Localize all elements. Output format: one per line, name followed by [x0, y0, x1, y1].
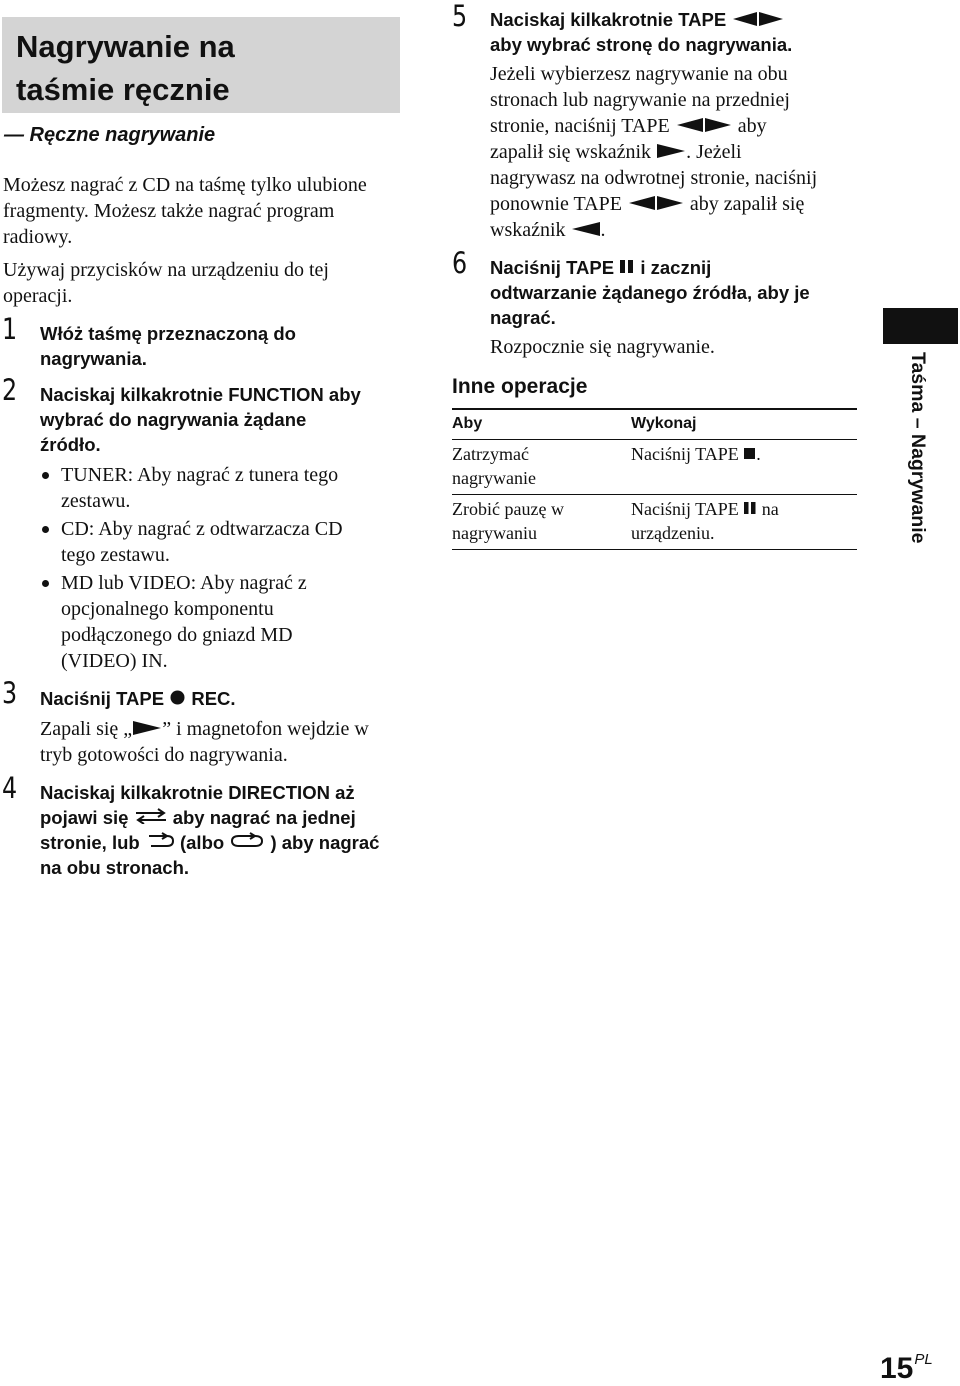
- list-item-text: opcjonalnego komponentu: [61, 598, 274, 620]
- step-number-3: 3: [2, 676, 18, 710]
- list-item-text: CD: Aby nagrać z odtwarzacza CD: [61, 518, 343, 540]
- step-number-6: 6: [452, 246, 468, 280]
- intro-line: operacji.: [3, 285, 73, 307]
- page-title-line-1: Nagrywanie na: [16, 29, 235, 64]
- relay-direction-icon: [229, 832, 265, 849]
- bullet-icon: [42, 472, 49, 479]
- step-text: zapalił się wskaźnik: [490, 141, 652, 163]
- step-heading-line: odtwarzanie żądanego źródła, aby je: [490, 282, 810, 303]
- stop-icon: [743, 447, 756, 460]
- intro-line: Możesz nagrać z CD na taśmę tylko ulubione: [3, 174, 367, 196]
- column-header-wykonaj: Wykonaj: [631, 409, 857, 440]
- reverse-indicator-icon: [571, 220, 601, 236]
- forward-indicator-icon: [656, 142, 686, 158]
- pause-icon: [743, 501, 757, 515]
- step-heading-text: pojawi się: [40, 807, 129, 828]
- step-text: aby zapalił się: [689, 193, 805, 215]
- step-number-4: 4: [2, 771, 18, 805]
- page-title: [16, 25, 235, 111]
- step-heading-text: REC.: [191, 688, 236, 709]
- table-header-row: [452, 409, 857, 440]
- table-cell: [452, 495, 631, 550]
- step-heading-text: ) aby nagrać: [270, 832, 380, 853]
- step-heading-line: źródło.: [40, 434, 101, 455]
- step-text: ” i magnetofon wejdzie w: [162, 718, 369, 740]
- page-language-suffix: PL: [914, 1351, 933, 1368]
- both-sides-direction-icon: [145, 832, 175, 849]
- step-text: Jeżeli wybierzesz nagrywanie na obu: [490, 63, 788, 85]
- other-operations-table: [452, 408, 857, 550]
- step-text: aby: [737, 115, 767, 137]
- step-text: . Jeżeli: [686, 141, 742, 163]
- step-heading-text: (albo: [179, 832, 225, 853]
- table-cell: [452, 440, 631, 495]
- step-heading-text: Naciśnij TAPE: [490, 257, 615, 278]
- step-text: .: [600, 219, 606, 241]
- step-3-heading: [40, 686, 236, 711]
- play-forward-icon: [132, 719, 162, 735]
- step-heading-line: wybrać do nagrywania żądane: [40, 409, 307, 430]
- cell-text: Zrobić pauzę w: [452, 499, 564, 519]
- step-heading-line: nagrać.: [490, 307, 556, 328]
- step-heading-line: Naciskaj kilkakrotnie FUNCTION aby: [40, 384, 361, 405]
- page-title-line-2: taśmie ręcznie: [16, 72, 230, 107]
- step-heading-line: Naciskaj kilkakrotnie DIRECTION aż: [40, 782, 355, 803]
- tape-direction-icon: [731, 10, 785, 26]
- intro-paragraph-1: [3, 172, 367, 250]
- step-4-heading: [40, 780, 379, 880]
- step-number-5: 5: [452, 0, 468, 33]
- one-side-direction-icon: [134, 808, 168, 824]
- list-item: [40, 570, 343, 674]
- title-box: [2, 17, 400, 113]
- page-number-value: 15: [880, 1352, 914, 1385]
- cell-text: .: [756, 444, 761, 464]
- step-5-heading: [490, 7, 792, 57]
- step-number-1: 1: [2, 312, 18, 346]
- step-6-text: Rozpocznie się nagrywanie.: [490, 336, 715, 358]
- list-item: [40, 516, 343, 568]
- step-2-heading: [40, 382, 361, 457]
- step-heading-text: Naciśnij TAPE: [40, 688, 165, 709]
- step-6-heading: [490, 255, 810, 330]
- cell-text: nagrywaniu: [452, 523, 537, 543]
- step-text: nagrywasz na odwrotnej stronie, naciśnij: [490, 167, 818, 189]
- table-cell: [631, 440, 857, 495]
- step-text: tryb gotowości do nagrywania.: [40, 744, 288, 766]
- step-text: ponownie TAPE: [490, 193, 622, 215]
- step-heading-line: Włóż taśmę przeznaczoną do: [40, 323, 296, 344]
- section-tab-marker: [883, 308, 958, 344]
- cell-text: nagrywanie: [452, 468, 536, 488]
- step-1-heading: [40, 321, 296, 371]
- page-number: [880, 1343, 933, 1386]
- list-item-text: podłączonego do gniazd MD: [61, 624, 293, 646]
- step-heading-text: Naciskaj kilkakrotnie TAPE: [490, 9, 727, 30]
- section-side-label: Taśma – Nagrywanie: [907, 352, 929, 544]
- step-heading-text: i zacznij: [640, 257, 712, 278]
- list-item: [40, 462, 343, 514]
- step-heading-line: na obu stronach.: [40, 857, 190, 878]
- cell-text: Naciśnij TAPE: [631, 499, 739, 519]
- bullet-icon: [42, 526, 49, 533]
- table-row: [452, 440, 857, 495]
- table-cell: [631, 495, 857, 550]
- tape-direction-icon: [675, 116, 733, 132]
- pause-icon: [619, 258, 635, 274]
- list-item-text: TUNER: Aby nagrać z tunera tego: [61, 464, 339, 486]
- cell-text: urządzeniu.: [631, 523, 715, 543]
- list-item-text: (VIDEO) IN.: [61, 650, 168, 672]
- subtitle: — Ręczne nagrywanie: [4, 124, 216, 146]
- step-heading-line: aby wybrać stronę do nagrywania.: [490, 34, 793, 55]
- tape-direction-icon: [627, 194, 685, 210]
- intro-paragraph-2: [3, 257, 329, 309]
- step-heading-text: stronie, lub: [40, 832, 140, 853]
- intro-line: radiowy.: [3, 226, 73, 248]
- step-number-2: 2: [2, 373, 18, 407]
- step-heading-text: aby nagrać na jednej: [172, 807, 356, 828]
- intro-line: fragmenty. Możesz także nagrać program: [3, 200, 335, 222]
- step-text: stronie, naciśnij TAPE: [490, 115, 670, 137]
- cell-text: na: [761, 499, 779, 519]
- source-list: [40, 462, 343, 676]
- bullet-icon: [42, 580, 49, 587]
- record-dot-icon: [169, 688, 186, 705]
- step-text: Zapali się „: [40, 718, 133, 740]
- list-item-text: tego zestawu.: [61, 544, 170, 566]
- table-row: [452, 495, 857, 550]
- step-text: wskaźnik: [490, 219, 566, 241]
- step-5-text: [490, 61, 817, 243]
- list-item-text: MD lub VIDEO: Aby nagrać z: [61, 572, 307, 594]
- step-text: stronach lub nagrywanie na przedniej: [490, 89, 790, 111]
- other-operations-title: Inne operacje: [452, 375, 588, 398]
- list-item-text: zestawu.: [61, 490, 131, 512]
- cell-text: Zatrzymać: [452, 444, 529, 464]
- step-3-text: [40, 716, 369, 768]
- step-heading-line: nagrywania.: [40, 348, 147, 369]
- cell-text: Naciśnij TAPE: [631, 444, 739, 464]
- column-header-aby: Aby: [452, 409, 631, 440]
- intro-line: Używaj przycisków na urządzeniu do tej: [3, 259, 329, 281]
